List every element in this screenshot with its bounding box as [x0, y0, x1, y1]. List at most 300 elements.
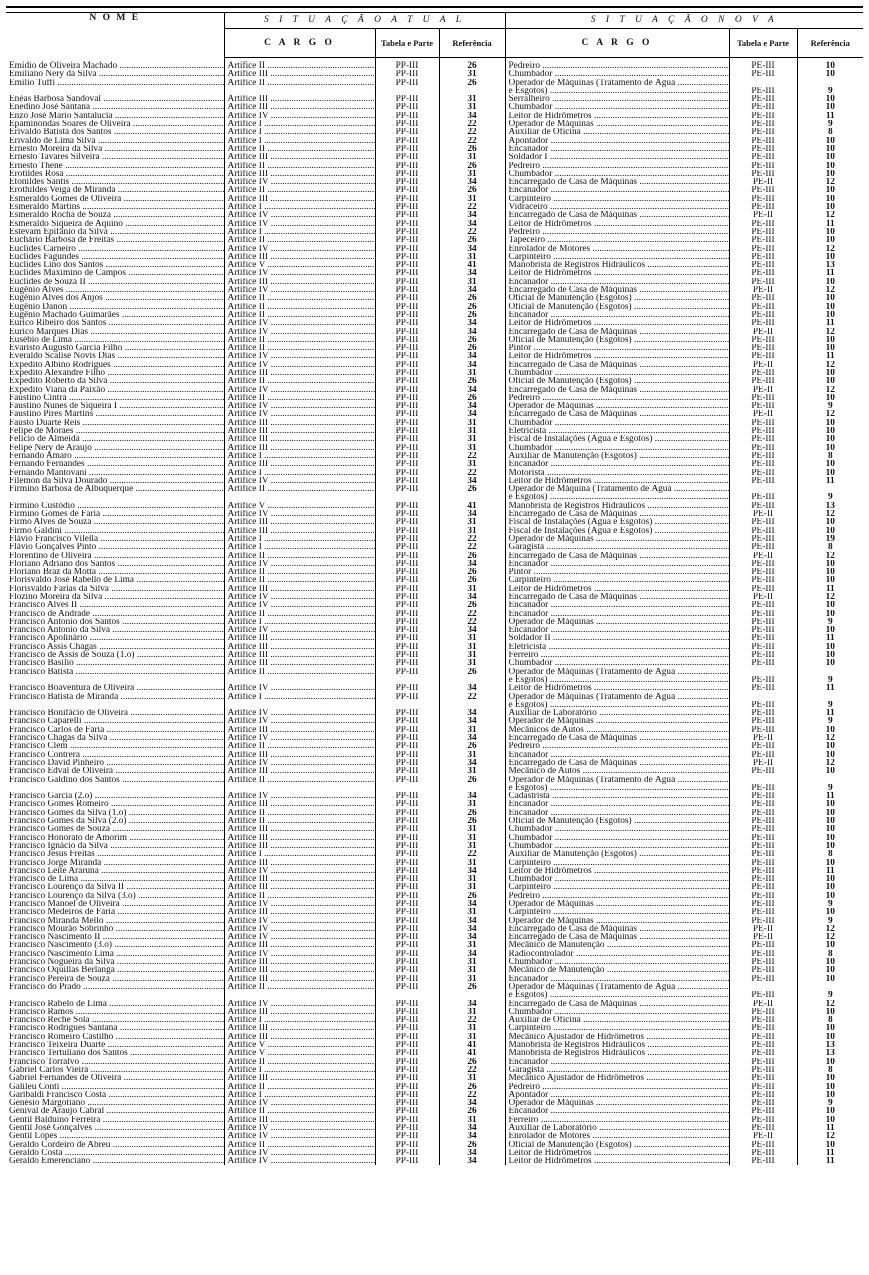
- cell-tabela-atual: PP-III: [375, 145, 439, 153]
- cell-tabela-atual: PP-III: [375, 319, 439, 327]
- cell-cargo-atual: Artífice IV .....: [224, 361, 375, 369]
- cell-cargo-nova: Oficial de Manutenção (Esgotos) .....: [505, 303, 729, 311]
- cell-nome: Felipe de Moraes .....: [6, 427, 224, 435]
- table-row: [6, 377, 863, 385]
- table-row: [6, 983, 863, 991]
- table-row: [6, 369, 863, 377]
- table-row: [6, 278, 863, 286]
- cell-nome: Ernesto Tavares Silveira .....: [6, 153, 224, 161]
- cell-tabela-atual: PP-III: [375, 634, 439, 642]
- cell-cargo-nova: Chumbador .....: [505, 825, 729, 833]
- cell-cargo-atual: Artífice II .....: [224, 58, 375, 71]
- cell-nome: Francisco Carlos de Faria .....: [6, 726, 224, 734]
- cell-nome: Gentil Lopes .....: [6, 1132, 224, 1140]
- cell-referencia-atual: 22: [439, 618, 505, 626]
- cell-cargo-nova: Encanador .....: [505, 601, 729, 609]
- cell-referencia-atual: 31: [439, 958, 505, 966]
- cell-referencia-nova: 11: [825, 1124, 835, 1133]
- cell-cargo-atual: Artífice IV .....: [224, 933, 375, 941]
- cell-cargo-nova: Encanador .....: [505, 1058, 729, 1066]
- cell-tabela-atual: PP-III: [375, 186, 439, 194]
- cell-referencia-nova: 10: [825, 825, 835, 834]
- cell-nome: Flávio Gonçalves Pinto .....: [6, 543, 224, 551]
- table-row: [6, 153, 863, 161]
- cell-referencia-nova: 12: [825, 178, 835, 187]
- table-row: [6, 344, 863, 352]
- cell-cargo-atual: Artífice I .....: [224, 203, 375, 211]
- cell-tabela-nova: PE-III: [729, 460, 797, 468]
- cell-tabela-atual: PP-III: [375, 112, 439, 120]
- cell-cargo-nova: Leitor de Hidrômetros .....: [505, 684, 729, 692]
- table-row: [6, 1000, 863, 1008]
- table-row: [6, 634, 863, 642]
- cell-referencia-atual: 31: [439, 1074, 505, 1082]
- cell-cargo-nova: Carpinteiro .....: [505, 883, 729, 891]
- cell-cargo-atual: Artífice IV .....: [224, 269, 375, 277]
- cell-cargo-atual: Artífice II .....: [224, 303, 375, 311]
- table-row: [6, 477, 863, 485]
- table-row: [6, 892, 863, 900]
- table-row: [6, 1049, 863, 1057]
- cell-referencia-nova: 11: [825, 1148, 835, 1158]
- cell-nome: Faustino Cintra .....: [6, 394, 224, 402]
- cell-tabela-atual: PP-III: [375, 170, 439, 178]
- cell-referencia-atual: 34: [439, 286, 505, 294]
- cell-tabela-atual: PP-III: [375, 850, 439, 858]
- cell-referencia-atual: 26: [439, 145, 505, 153]
- cell-nome: Gabriel Carlos Vieira .....: [6, 1066, 224, 1074]
- cell-nome: Erivaldo de Lima Silva .....: [6, 137, 224, 145]
- cell-cargo-atual: Artífice III .....: [224, 659, 375, 667]
- cell-cargo-nova: Operador de Máquina (Tratamento de Água .....: [505, 485, 729, 493]
- cell-cargo-atual: Artífice III .....: [224, 518, 375, 526]
- cell-nome: Francisco Boaventura de Oliveira .....: [6, 684, 224, 692]
- cell-cargo-nova: Encarregado de Casa de Máquinas .....: [505, 361, 729, 369]
- cell-referencia-atual: 31: [439, 278, 505, 286]
- cell-referencia-atual: 34: [439, 352, 505, 360]
- cell-cargo-nova: Chumbador .....: [505, 834, 729, 842]
- cell-cargo-atual: Artífice III .....: [224, 751, 375, 759]
- cell-tabela-nova: PE-II: [729, 759, 797, 767]
- cell-cargo-nova: Eletricista .....: [505, 643, 729, 651]
- cell-tabela-nova: PE-III: [729, 87, 797, 95]
- table-row: [6, 361, 863, 369]
- cell-tabela-atual: PP-III: [375, 1141, 439, 1149]
- table-row: [6, 776, 863, 784]
- cell-cargo-nova: Operador de Máquinas .....: [505, 717, 729, 725]
- cell-cargo-atual: Artífice II .....: [224, 776, 375, 784]
- cell-referencia-atual: 22: [439, 203, 505, 211]
- cell-cargo-atual: Artífice IV .....: [224, 1000, 375, 1008]
- table-row: [6, 792, 863, 800]
- table-row: [6, 1066, 863, 1074]
- cell-referencia-atual: 31: [439, 444, 505, 452]
- cell-referencia-atual: [439, 784, 505, 792]
- cell-tabela-nova: PE-III: [729, 1058, 797, 1066]
- cell-referencia-atual: 26: [439, 79, 505, 87]
- cell-tabela-nova: PE-III: [729, 643, 797, 651]
- cell-cargo-atual: Artífice III .....: [224, 643, 375, 651]
- cell-referencia-atual: 31: [439, 908, 505, 916]
- cell-tabela-nova: PE-III: [729, 236, 797, 244]
- cell-referencia-nova: 10: [825, 974, 835, 983]
- cell-tabela-atual: PP-III: [375, 137, 439, 145]
- cell-referencia-atual: 31: [439, 659, 505, 667]
- cell-nome: Francisco de Andrade .....: [6, 610, 224, 618]
- table-row: [6, 427, 863, 435]
- cell-referencia-nova: 12: [825, 924, 835, 934]
- table-row: [6, 726, 863, 734]
- cell-cargo-atual: Artífice IV .....: [224, 1099, 375, 1107]
- cell-cargo-atual: Artífice III .....: [224, 1116, 375, 1124]
- cell-referencia-nova: 10: [825, 61, 835, 71]
- cell-cargo-atual: Artífice III .....: [224, 585, 375, 593]
- cell-tabela-nova: PE-III: [729, 585, 797, 593]
- cell-referencia-atual: 41: [439, 261, 505, 269]
- cell-cargo-atual: Artífice IV .....: [224, 352, 375, 360]
- cell-referencia-nova: 11: [825, 866, 835, 876]
- cell-tabela-nova: PE-II: [729, 552, 797, 560]
- cell-cargo-nova: e Esgotos) .....: [505, 701, 729, 709]
- cell-referencia-nova: 10: [825, 808, 835, 818]
- cell-referencia-atual: 22: [439, 469, 505, 477]
- cell-nome: Esmeraldo Siqueira de Aquino .....: [6, 220, 224, 228]
- cell-tabela-atual: PP-III: [375, 452, 439, 460]
- cell-cargo-atual: Artífice IV .....: [224, 245, 375, 253]
- cell-tabela-atual: PP-III: [375, 626, 439, 634]
- cell-tabela-atual: PP-III: [375, 1074, 439, 1082]
- cell-referencia-nova: 9: [827, 675, 833, 685]
- header-situacao-nova: S I T U A Ç Ã O N O V A: [505, 13, 863, 29]
- cell-tabela-atual: PP-III: [375, 477, 439, 485]
- cell-cargo-atual: Artífice IV .....: [224, 112, 375, 120]
- cell-referencia-nova: 12: [825, 211, 835, 220]
- table-row: [6, 1132, 863, 1140]
- cell-referencia-atual: 31: [439, 834, 505, 842]
- cell-tabela-nova: PE-III: [729, 859, 797, 867]
- cell-cargo-nova: Fiscal de Instalações (Água e Esgotos) .....: [505, 527, 729, 535]
- cell-referencia-atual: 26: [439, 236, 505, 244]
- cell-cargo-atual: Artífice III .....: [224, 278, 375, 286]
- cell-cargo-nova: Pedreiro .....: [505, 58, 729, 71]
- table-row: [6, 651, 863, 659]
- cell-tabela-nova: PE-III: [729, 220, 797, 228]
- cell-referencia-nova: 10: [825, 227, 835, 237]
- cell-tabela-nova: PE-III: [729, 626, 797, 634]
- cell-referencia-nova: 10: [825, 966, 835, 975]
- cell-tabela-atual: PP-III: [375, 800, 439, 808]
- cell-referencia-nova: 11: [825, 684, 835, 693]
- cell-referencia-nova: 11: [825, 634, 835, 643]
- cell-tabela-atual: PP-III: [375, 1091, 439, 1099]
- cell-cargo-nova: Tapeceiro .....: [505, 236, 729, 244]
- cell-tabela-atual: PP-III: [375, 1149, 439, 1157]
- cell-cargo-nova: Encanador .....: [505, 975, 729, 983]
- cell-nome: Felipe Nery de Araujo .....: [6, 444, 224, 452]
- cell-cargo-atual: Artífice III .....: [224, 875, 375, 883]
- cell-cargo-nova: Encarregado de Casa de Máquinas .....: [505, 386, 729, 394]
- cell-referencia-atual: [439, 87, 505, 95]
- cell-tabela-nova: PE-III: [729, 477, 797, 485]
- cell-nome: Flávio Francisco Vilella .....: [6, 535, 224, 543]
- table-row: [6, 817, 863, 825]
- cell-cargo-nova: Chumbador .....: [505, 103, 729, 111]
- cell-cargo-atual: Artífice III .....: [224, 859, 375, 867]
- table-row: [6, 311, 863, 319]
- cell-referencia-atual: 31: [439, 253, 505, 261]
- table-row: [6, 958, 863, 966]
- cell-nome: Francisco Apolinário .....: [6, 634, 224, 642]
- cell-tabela-nova: PE-III: [729, 427, 797, 435]
- table-row: [6, 70, 863, 78]
- cell-cargo-atual: Artífice V .....: [224, 1041, 375, 1049]
- cell-referencia-atual: 31: [439, 435, 505, 443]
- cell-tabela-atual: PP-III: [375, 900, 439, 908]
- cell-referencia-atual: 31: [439, 518, 505, 526]
- cell-referencia-nova: 8: [827, 949, 833, 959]
- cell-tabela-atual: PP-III: [375, 377, 439, 385]
- cell-nome: Enéas Barbosa Sandoval .....: [6, 95, 224, 103]
- cell-tabela-nova: PE-III: [729, 1083, 797, 1091]
- cell-referencia-atual: 31: [439, 859, 505, 867]
- table-row: [6, 1124, 863, 1132]
- cell-referencia-nova: 10: [825, 891, 835, 900]
- cell-referencia-nova: 11: [825, 792, 835, 801]
- cell-tabela-atual: PP-III: [375, 709, 439, 717]
- cell-tabela-atual: PP-III: [375, 128, 439, 136]
- cell-tabela-nova: PE-III: [729, 784, 797, 792]
- cell-referencia-atual: 26: [439, 58, 505, 71]
- cell-referencia-nova: 11: [825, 1157, 835, 1166]
- cell-cargo-nova: Fiscal de Instalações (Água e Esgotos) .....: [505, 518, 729, 526]
- table-row: [6, 991, 863, 999]
- cell-nome: Fausto Duarte Reis .....: [6, 419, 224, 427]
- cell-tabela-atual: PP-III: [375, 825, 439, 833]
- cell-referencia-nova: 10: [825, 767, 835, 776]
- cell-cargo-atual: Artífice IV .....: [224, 792, 375, 800]
- cell-cargo-nova: Leitor de Hidrômetros .....: [505, 352, 729, 360]
- table-row: [6, 410, 863, 418]
- cell-cargo-nova: Cadastrista .....: [505, 792, 729, 800]
- cell-cargo-nova: Encanador .....: [505, 278, 729, 286]
- table-row: [6, 1041, 863, 1049]
- cell-referencia-atual: 26: [439, 983, 505, 991]
- cell-referencia-atual: 22: [439, 1091, 505, 1099]
- cell-cargo-atual: Artífice II .....: [224, 668, 375, 676]
- cell-referencia-nova: 8: [827, 1065, 833, 1075]
- table-row: [6, 1008, 863, 1016]
- cell-tabela-atual: PP-III: [375, 419, 439, 427]
- cell-nome: Francisco Caparelli .....: [6, 717, 224, 725]
- cell-referencia-atual: 34: [439, 917, 505, 925]
- cell-cargo-nova: Manobrista de Registros Hidráulicos .....: [505, 261, 729, 269]
- cell-cargo-nova: Radiocontrolador .....: [505, 950, 729, 958]
- cell-referencia-atual: 31: [439, 634, 505, 642]
- cell-cargo-atual: Artífice IV .....: [224, 684, 375, 692]
- cell-tabela-atual: PP-III: [375, 153, 439, 161]
- cell-tabela-atual: PP-III: [375, 610, 439, 618]
- cell-cargo-atual: Artífice I .....: [224, 228, 375, 236]
- cell-tabela-atual: [375, 701, 439, 709]
- cell-tabela-nova: PE-III: [729, 975, 797, 983]
- cell-referencia-nova: 10: [825, 1057, 835, 1066]
- cell-tabela-nova: PE-II: [729, 361, 797, 369]
- cell-nome: Esmeraldo Gomes de Oliveira .....: [6, 195, 224, 203]
- cell-nome: Francisco Antonio dos Santos .....: [6, 618, 224, 626]
- cell-referencia-nova: 10: [825, 368, 835, 378]
- cell-cargo-nova: Chumbador .....: [505, 419, 729, 427]
- cell-referencia-atual: 31: [439, 170, 505, 178]
- table-row: [6, 162, 863, 170]
- cell-cargo-atual: [224, 784, 375, 792]
- cell-cargo-atual: Artífice IV .....: [224, 917, 375, 925]
- cell-cargo-atual: Artífice III .....: [224, 1024, 375, 1032]
- cell-tabela-atual: PP-III: [375, 502, 439, 510]
- cell-tabela-nova: PE-III: [729, 651, 797, 659]
- cell-cargo-nova: Carpinteiro .....: [505, 1024, 729, 1032]
- table-row: [6, 303, 863, 311]
- cell-referencia-nova: 10: [825, 576, 835, 585]
- cell-tabela-nova: PE-III: [729, 469, 797, 477]
- cell-referencia-atual: 34: [439, 386, 505, 394]
- cell-cargo-atual: Artífice IV .....: [224, 220, 375, 228]
- cell-tabela-atual: PP-III: [375, 917, 439, 925]
- top-double-rule: [6, 6, 863, 13]
- table-row: [6, 87, 863, 95]
- cell-referencia-nova: 10: [825, 601, 835, 610]
- cell-cargo-nova: Encanador .....: [505, 809, 729, 817]
- cell-cargo-nova: Encarregado de Casa de Máquinas .....: [505, 552, 729, 560]
- cell-nome: Emílio Tuffi .....: [6, 79, 224, 87]
- cell-nome: Fernando Amaro .....: [6, 452, 224, 460]
- cell-cargo-atual: Artífice II .....: [224, 344, 375, 352]
- cell-nome: Francisco Ignácio da Silva .....: [6, 842, 224, 850]
- cell-cargo-nova: Pintor .....: [505, 344, 729, 352]
- cell-cargo-atual: Artífice IV .....: [224, 601, 375, 609]
- cell-referencia-nova: 10: [825, 941, 835, 950]
- cell-cargo-atual: Artífice IV .....: [224, 560, 375, 568]
- table-row: [6, 294, 863, 302]
- table-row: [6, 1099, 863, 1107]
- cell-referencia-atual: 41: [439, 1041, 505, 1049]
- cell-cargo-atual: Artífice II .....: [224, 162, 375, 170]
- cell-nome: Euclides Carneiro .....: [6, 245, 224, 253]
- cell-tabela-nova: PE-III: [729, 834, 797, 842]
- cell-tabela-nova: PE-III: [729, 941, 797, 949]
- cell-cargo-atual: Artífice II .....: [224, 568, 375, 576]
- cell-nome: Francisco Gomes de Souza .....: [6, 825, 224, 833]
- cell-nome: Francisco Lourenço da Silva (3.o) .....: [6, 892, 224, 900]
- cell-referencia-nova: 8: [827, 1016, 833, 1025]
- table-row: [6, 626, 863, 634]
- cell-referencia-nova: 10: [825, 725, 835, 735]
- cell-tabela-nova: PE-III: [729, 145, 797, 153]
- cell-tabela-nova: PE-III: [729, 1116, 797, 1124]
- cell-nome: Francisco Jesus Freitas .....: [6, 850, 224, 858]
- table-row: [6, 170, 863, 178]
- table-row: [6, 1016, 863, 1024]
- cell-tabela-nova: PE-III: [729, 435, 797, 443]
- cell-referencia-atual: 31: [439, 941, 505, 949]
- cell-nome: Francisco de Assis de Souza (1.o) .....: [6, 651, 224, 659]
- cell-referencia-atual: 34: [439, 950, 505, 958]
- cell-cargo-nova: Chumbador .....: [505, 170, 729, 178]
- cell-tabela-nova: PE-III: [729, 1149, 797, 1157]
- cell-cargo-nova: Encanador .....: [505, 626, 729, 634]
- cell-referencia-nova: 12: [825, 1132, 835, 1141]
- cell-cargo-nova: Fiscal de Instalações (Água e Esgotos) .....: [505, 435, 729, 443]
- cell-cargo-nova: Operador de Máquinas (Tratamento de Água .....: [505, 668, 729, 676]
- cell-referencia-atual: 34: [439, 220, 505, 228]
- cell-nome: Francisco Pereira de Souza .....: [6, 975, 224, 983]
- cell-nome: Felício de Almeida .....: [6, 435, 224, 443]
- cell-referencia-atual: 34: [439, 560, 505, 568]
- cell-tabela-atual: PP-III: [375, 576, 439, 584]
- cell-cargo-nova: Encarregado de Casa de Máquinas .....: [505, 759, 729, 767]
- cell-cargo-nova: Chumbador .....: [505, 842, 729, 850]
- cell-cargo-nova: Encanador .....: [505, 145, 729, 153]
- cell-cargo-atual: Artífice II .....: [224, 1107, 375, 1115]
- cell-cargo-atual: Artífice IV .....: [224, 900, 375, 908]
- cell-nome: Emiliano Nery da Silva .....: [6, 70, 224, 78]
- cell-nome: Francisco Nascimento Lima .....: [6, 950, 224, 958]
- cell-tabela-nova: PE-III: [729, 825, 797, 833]
- table-row: [6, 784, 863, 792]
- cell-nome: Eugênio Danon .....: [6, 303, 224, 311]
- cell-nome: [6, 87, 224, 95]
- table-row: [6, 527, 863, 535]
- cell-cargo-nova: Auxiliar de Oficina .....: [505, 1016, 729, 1024]
- cell-tabela-nova: PE-III: [729, 369, 797, 377]
- header-cargo-atual: C A R G O: [224, 29, 375, 58]
- cell-referencia-nova: 12: [825, 510, 835, 519]
- cell-referencia-atual: [439, 701, 505, 709]
- cell-cargo-nova: Chumbador .....: [505, 659, 729, 667]
- cell-referencia-nova: 12: [825, 758, 835, 768]
- cell-cargo-atual: Artífice II .....: [224, 892, 375, 900]
- cell-tabela-atual: PP-III: [375, 195, 439, 203]
- cell-cargo-atual: [224, 493, 375, 501]
- table-row: [6, 1107, 863, 1115]
- table-row: [6, 950, 863, 958]
- cell-referencia-atual: 34: [439, 1157, 505, 1165]
- cell-cargo-nova: Manobrista de Registros Hidráulicos .....: [505, 1049, 729, 1057]
- cell-tabela-atual: PP-III: [375, 311, 439, 319]
- cell-referencia-nova: 12: [825, 593, 835, 602]
- cell-referencia-nova: 10: [825, 626, 835, 635]
- cell-referencia-nova: 10: [825, 277, 835, 287]
- table-row: [6, 917, 863, 925]
- cell-cargo-nova: Carpinteiro .....: [505, 253, 729, 261]
- cell-cargo-atual: Artífice IV .....: [224, 402, 375, 410]
- cell-tabela-atual: PP-III: [375, 253, 439, 261]
- cell-nome: Eugênio Machado Guimarães .....: [6, 311, 224, 319]
- cell-cargo-atual: Artífice IV .....: [224, 1124, 375, 1132]
- cell-tabela-atual: PP-III: [375, 792, 439, 800]
- cell-nome: Euclides Lino dos Santos .....: [6, 261, 224, 269]
- table-row: [6, 103, 863, 111]
- cell-tabela-atual: PP-III: [375, 585, 439, 593]
- cell-tabela-nova: PE-III: [729, 502, 797, 510]
- table-row: [6, 186, 863, 194]
- cell-referencia-atual: 22: [439, 1066, 505, 1074]
- cell-referencia-nova: 9: [827, 899, 833, 909]
- table-row: [6, 552, 863, 560]
- cell-tabela-nova: PE-III: [729, 162, 797, 170]
- cell-cargo-nova: Leitor de Hidrômetros .....: [505, 477, 729, 485]
- cell-referencia-nova: [797, 79, 863, 87]
- table-row: [6, 211, 863, 219]
